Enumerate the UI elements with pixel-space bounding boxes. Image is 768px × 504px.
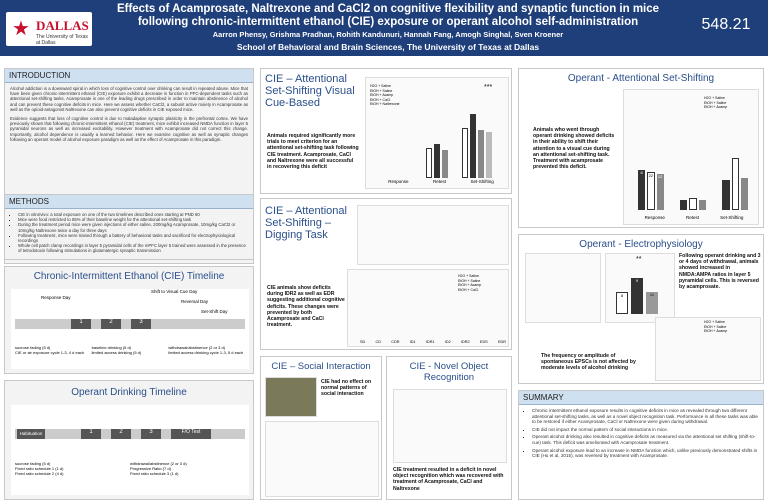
bar: 8 <box>638 170 645 210</box>
legend-entry: sucrose fading (5 d) <box>15 461 51 466</box>
methods-item: ▪ Following treatment, mice were trained through a battery of behavioral tasks and sacrificed for electrophysiological recordings <box>18 233 248 243</box>
x-label: IDR2 <box>461 340 470 344</box>
bar <box>426 148 432 178</box>
x-label: ID1 <box>409 340 416 344</box>
poster-affiliation: School of Behavioral and Brain Sciences, The University of Texas at Dallas <box>236 42 540 52</box>
logo-text: DALLAS <box>36 18 89 33</box>
timeline-label: Set-Shift Day <box>201 309 228 314</box>
chart-legend <box>704 320 727 334</box>
intro-heading: INTRODUCTION <box>5 69 253 83</box>
legend-entry: EtOH + CaCl <box>458 287 479 292</box>
bar <box>486 132 492 178</box>
bar: 8 <box>616 292 628 314</box>
bar <box>478 130 484 178</box>
legend-entry: sucrose fading (5 d) <box>15 345 51 350</box>
x-label: Retest <box>685 215 699 220</box>
timeline-box: 1 <box>81 429 101 439</box>
bar <box>680 200 687 210</box>
cie-digging-heading: CIE – Attentional Set-Shifting – Digging Task <box>265 205 347 241</box>
cie-novel-panel <box>386 356 512 500</box>
operant-shift-panel <box>518 68 764 228</box>
bar <box>732 158 739 210</box>
summary-item: ▪ Chronic intermittent ethanol exposure results in cognitive deficits in mice as revealed through two different attentional set-shifting tasks, as well as a novel object recognition task. Performance in all these tasks was able to be restored if either Acamprosate, CaCl or Naltrexone were given during withdrawal. <box>532 408 758 425</box>
legend-entry: CIE or air exposure cycle 1-3, 4 d each <box>15 350 85 355</box>
cie-visual-note: Animals required significantly more trials to meet criterion for an attentional set-shifting task following CIE treatment. Acamprosate, CaCl and Naltrexone were all successful in recovering this deficit <box>267 133 359 171</box>
bar: 12 <box>657 174 664 210</box>
timeline-label: Reversal Day <box>181 299 209 304</box>
timeline-legend <box>15 345 245 355</box>
legend-entry: limited access drinking cycle 1-3, 5 d each <box>168 350 244 355</box>
legend-entry: H2O + Saline <box>370 84 391 88</box>
x-label: CDR <box>391 340 400 344</box>
cie-social-chart <box>265 421 379 497</box>
poster-authors: Aarron Phensy, Grishma Pradhan, Rohith Kandunuri, Hannah Fang, Amogh Singhal, Sven Kroener <box>212 30 564 39</box>
operant-shift-chart <box>623 89 759 225</box>
timeline-cycle-box: 1 <box>71 319 91 329</box>
cie-social-panel <box>260 356 382 500</box>
methods-item: ▪ Mice were food restricted to 85% of their baseline weight for the attentional set-shifting task <box>18 217 248 222</box>
methods-heading: METHODS <box>5 195 253 209</box>
timeline-box: F/O Test <box>171 429 211 439</box>
timeline-bar <box>15 319 245 329</box>
legend-entry: EtOH + Acamp <box>704 105 728 109</box>
chart-legend <box>458 274 481 292</box>
bar: 9 <box>631 278 643 314</box>
bar: 11 <box>646 292 658 314</box>
legend-entry: EtOH + CaCl <box>370 97 391 102</box>
summary-heading: SUMMARY <box>519 391 763 405</box>
legend-entry: baseline drinking (5 d) <box>91 345 132 350</box>
intro-paragraph-2: Evidence suggests that loss of cognitive control is due to maladaptive synaptic plasticity in the prefrontal cortex. We have previously shown that following chronic-intermittent ethanol (CIE) treatment, mice exhibit increased NMDA function in layer 5 pyramidal neurons as well as increased excitability. However treatment with Acamprosate did not correct this change. Importantly, alcohol dependence is usually a learned behavior. Here we examine cognitive as well as synaptic changes following an operant model of alcohol exposure paradigm as well as the effect of Acamprosate in this paradigm. <box>10 116 248 142</box>
summary-item: ▪ Operant alcohol exposure lead to an increase in NMDA function which, unlike previously demonstrated shifts in CIE (Hu et al, 2015), was reversed by treatment with Acamprosate. <box>532 448 758 459</box>
methods-item: ▪ Whole cell patch clamp recordings in layer 5 pyramidal cells of the mPFC layer 5 trained were assessed in the presence of tetrodotoxin following stimulations in glutamatergic synaptic transmission <box>18 243 248 253</box>
timeline-cycle-box: 2 <box>101 319 121 329</box>
operant-timeline-figure <box>11 405 249 495</box>
bar <box>442 150 448 178</box>
chart-x-labels <box>634 215 754 220</box>
bar <box>699 200 706 210</box>
cie-timeline-figure <box>11 289 249 369</box>
bar: 22 <box>647 172 654 210</box>
legend-entry: EtOH + Saline <box>704 324 727 329</box>
operant-timeline-section <box>4 380 254 500</box>
significance-star: *** <box>484 84 493 91</box>
poster-header <box>0 0 768 56</box>
timeline-box: Habituation <box>17 429 45 439</box>
cie-digging-chart <box>347 269 509 347</box>
methods-item: ▪ During the treatment period mice were given injections of either saline, 200mg/kg Acamprosate, 10mg/kg CaCl2 or 10mg/kg Naltrexone twice a day for three days <box>18 222 248 232</box>
timeline-label: Shift to Visual Cue Day <box>151 289 198 294</box>
cie-digging-panel <box>260 198 512 350</box>
summary-item: ▪ CIE did not impact the normal pattern of social interactions in mice. <box>532 427 758 433</box>
timeline-label: Response Day <box>41 295 71 300</box>
x-label: Retest <box>432 179 446 184</box>
operant-ephys-panel <box>518 234 764 384</box>
operant-ephys-note-2: The frequency or amplitude of spontaneous EPSCs is not affected by moderate levels of alcohol drinking <box>541 353 636 372</box>
cie-novel-heading: CIE - Novel Object Recognition <box>409 361 489 383</box>
utd-logo <box>6 12 92 46</box>
chart-bars <box>426 108 496 178</box>
x-label: Response <box>388 179 409 184</box>
legend-entry: H2O + Saline <box>704 320 725 324</box>
bar <box>689 198 696 210</box>
x-label: CD <box>375 340 382 344</box>
x-label: Set-Shifting <box>470 179 494 184</box>
operant-shift-heading: Operant - Attentional Set-Shifting <box>567 73 715 84</box>
methods-item: ▪ CIE in vitro/vivo: a total exposure on one of the two timelines described ones starting at PND 60 <box>18 212 248 217</box>
summary-section <box>518 390 764 500</box>
sepsc-charts <box>655 317 761 381</box>
operant-ephys-note: Following operant drinking and 3 or 4 days of withdrawal, animals showed increased in NMDA:AMPA ratios in layer 5 pyramidal cells. This is reversed by acamprosate. <box>679 253 761 291</box>
cie-timeline-heading: Chronic-Intermittent Ethanol (CIE) Timeline <box>33 271 225 282</box>
legend-entry: H2O + Saline <box>704 96 725 100</box>
bar <box>434 144 440 178</box>
digging-task-illustration <box>357 205 509 265</box>
chart-legend <box>704 96 727 110</box>
mouse-photo <box>265 377 317 417</box>
legend-entry: Fixed ratio schedule 2 (4 d) <box>15 471 64 476</box>
timeline-cycle-box: 3 <box>131 319 151 329</box>
bar <box>470 114 476 178</box>
x-label: IDR1 <box>425 340 435 344</box>
operant-ephys-heading: Operant - Electrophysiology <box>579 239 703 250</box>
legend-entry: H2O + Saline <box>458 274 479 278</box>
cie-digging-note: CIE animals show deficits during IDR2 as well as EDR suggesting additional cognitive deficits. These changes were prevented by both Acamprosate and CaCl treatment. <box>267 285 345 329</box>
logo-subtext: The University of Texas at Dallas <box>36 34 88 46</box>
legend-entry: withdrawal/abstinence (2 or 3 d) <box>168 345 226 350</box>
x-label: EDS <box>479 340 488 344</box>
legend-entry: limited access drinking (5 d) <box>91 350 142 355</box>
bar <box>722 180 729 210</box>
x-label: ID2 <box>444 340 451 344</box>
timeline-legend <box>15 461 245 476</box>
nmda-ampa-chart <box>605 253 675 323</box>
operant-shift-note: Animals who went through operant drinking showed deficits in their ability to shift their attention to a visual cue during an attentional set-shifting task. Treatment with acamprosate prevented this deficit. <box>533 127 615 171</box>
cie-novel-note: CIE treatment resulted in a deficit in novel object recognition which was recovered with treatment of Acamprosate, CaCl and Naltrexone <box>393 467 504 492</box>
legend-entry: EtOH + Saline <box>458 278 481 283</box>
poster-number: 548.21 <box>701 16 751 33</box>
chart-legend <box>370 84 420 107</box>
texas-star-icon: ★ <box>12 16 30 40</box>
timeline-box: 2 <box>111 429 131 439</box>
cie-timeline-section <box>4 266 254 374</box>
bar <box>741 178 748 210</box>
legend-entry: withdrawal/abstinence (2 or 3 d) <box>130 461 187 466</box>
timeline-box: 3 <box>141 429 161 439</box>
methods-list <box>5 209 253 257</box>
x-label: EDR <box>497 340 506 344</box>
chart-x-labels <box>360 340 506 344</box>
chart-bars <box>638 150 748 210</box>
intro-paragraph-1: Alcohol addiction is a downward spiral in which loss of cognitive control over drinking can result in repeated abuse. Mice that have been given chronic-intermittent ethanol (CIE) exposure exhibit a decrease in function in PFC-dependent tasks such as attentional set-shifting tasks. Acamprosate is one of the leading drugs prescribed in order to maintain abstinence of alcohol and can prevent these cognitive deficits in mice. Here we assess whether CaCl2, a subunit active moiety in Acamprosate as well as the opioid-antagonist Naltrexone can also prevent cognitive deficits in CIE exposed mice. <box>10 86 248 112</box>
cie-novel-chart <box>393 389 507 463</box>
legend-entry: EtOH + Acamp <box>370 93 394 97</box>
cie-social-heading: CIE – Social Interaction <box>271 361 371 372</box>
legend-entry: Progressive Ratio (7 d) <box>130 466 171 471</box>
legend-entry: EtOH + Saline <box>704 100 727 105</box>
chart-bars <box>616 274 666 314</box>
legend-entry: EtOH + Saline <box>370 88 393 93</box>
chart-x-labels <box>376 179 506 184</box>
x-label: SD <box>360 340 366 344</box>
cie-social-note: CIE had no effect on normal patterns of social interaction <box>321 379 372 398</box>
x-label: Response <box>644 215 665 220</box>
legend-entry: EtOH + Acamp <box>458 283 482 287</box>
x-label: Set-Shifting <box>720 215 744 220</box>
cie-visual-chart <box>365 77 509 189</box>
cie-visual-heading: CIE – Attentional Set-Shifting Visual Cue-Based <box>265 73 355 109</box>
legend-entry: EtOH + Acamp <box>704 329 728 333</box>
cie-visual-panel <box>260 68 512 194</box>
summary-list <box>519 405 763 462</box>
bar <box>462 128 468 178</box>
poster-title: Effects of Acamprosate, Naltrexone and CaCl2 on cognitive flexibility and synaptic function in mice following chronic-intermittent ethanol (CIE) exposure or operant alcohol self-administration <box>116 3 660 28</box>
legend-entry: Fixed ratio schedule 1 (1 d) <box>15 466 64 471</box>
operant-timeline-heading: Operant Drinking Timeline <box>71 387 187 398</box>
methods-section <box>4 194 254 260</box>
legend-entry: EtOH + Naltrexone <box>370 102 400 106</box>
legend-entry: Fixed ratio schedule 3 (1 d) <box>130 471 179 476</box>
ephys-trace-figure <box>525 253 601 323</box>
significance-star: ** <box>636 256 642 263</box>
summary-item: ▪ Operant alcohol drinking also resulted in cognitive deficits as measured via the attentional set shifting (shift-to-cue) task. This deficit was ameliorated with Acamprosate treatment. <box>532 434 758 445</box>
